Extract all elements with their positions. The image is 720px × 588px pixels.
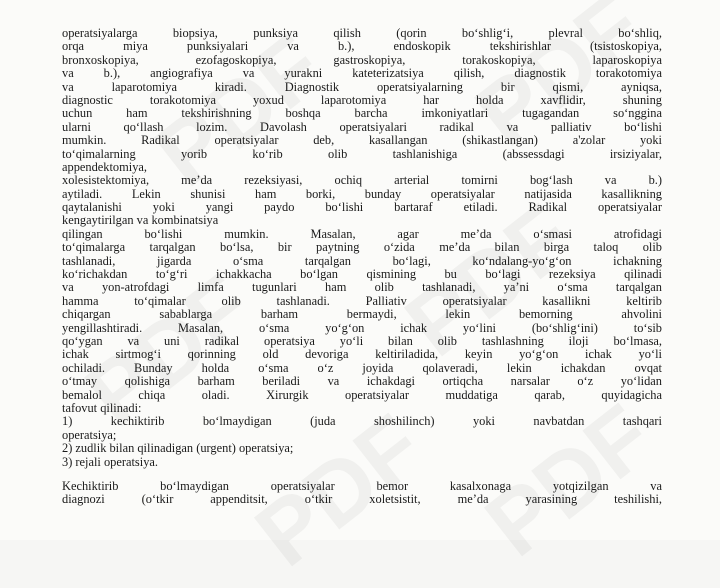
- text-line: tafovut qilinadi:: [62, 401, 142, 415]
- text-line: ochiladi. Bunday holda o‘sma o‘z joyida qolaveradi, lekin ichakdan ovqat: [62, 361, 662, 375]
- text-line: xolesistektomiya, me’da rezeksiyasi, ochiq arterial tomirni bog‘lash va b.): [62, 174, 662, 188]
- text-line: uchun ham tekshirishning boshqa barcha imkoniyatlari tugagandan so‘nggina: [62, 107, 662, 121]
- text-line: Kechiktirib bo‘lmaydigan operatsiyalar bemor kasalxonaga yotqizilgan va: [62, 479, 662, 493]
- text-line: hamma to‘qimalar olib tashlanadi. Palliativ operatsiyalar kasallikni keltirib: [62, 294, 662, 308]
- text-line: bronxoskopiya, ezofagoskopiya, gastroskopiya, torakoskopiya, laparoskopiya: [62, 53, 662, 67]
- text-line: o‘tmay qolishiga barham beriladi va ichakdagi ortiqcha narsalar o‘z yo‘lidan: [62, 375, 662, 389]
- text-line: orqa miya punksiyalari va b.), endoskopik tekshirishlar (tsistoskopiya,: [62, 40, 662, 54]
- text-line: yengillashtiradi. Masalan, o‘sma yo‘g‘on ichak yo‘lini (bo‘shlig‘ini) to‘sib: [62, 321, 662, 335]
- text-line: qaytalanishi yoki yangi paydo bo‘lishi bartaraf etiladi. Radikal operatsiyalar: [62, 201, 662, 215]
- text-line: qo‘ygan va uni radikal operatsiya yo‘li bilan olib tashlashning iloji bo‘lmasa,: [62, 335, 662, 349]
- paragraph-1: [62, 27, 662, 469]
- text-line: ularni qo‘llash lozim. Davolash operatsiyalari radikal va palliativ bo‘lishi: [62, 120, 662, 134]
- text-line: 2) zudlik bilan qilinadigan (urgent) operatsiya;: [62, 442, 294, 456]
- text-line: operatsiyalarga biopsiya, punksiya qilish (qorin bo‘shlig‘i, plevral bo‘shliq,: [62, 27, 662, 40]
- text-line: chiqargan sabablarga barham bermaydi, lekin bemorning ahvolini: [62, 308, 662, 322]
- text-line: va b.), angiografiya va yurakni kateterizatsiya qilish, diagnostik torakotomiya: [62, 67, 662, 81]
- text-line: ko‘richakdan to‘g‘ri ichakkacha bo‘lgan qismining bu bo‘lagi rezeksiya qilinadi: [62, 268, 662, 282]
- text-line: bemalol chiqa oladi. Xirurgik operatsiyalar muddatiga qarab, quyidagicha: [62, 388, 662, 402]
- text-line: 3) rejali operatsiya.: [62, 455, 158, 469]
- text-line: tashlanadi, jigarda o‘sma tarqalgan bo‘lagi, ko‘ndalang-yo‘g‘on ichakning: [62, 254, 662, 268]
- paragraph-2: [62, 480, 662, 507]
- text-line: mumkin. Radikal operatsiyalar deb, kasallangan (shikastlangan) a'zolar yoki: [62, 134, 662, 148]
- text-line: operatsiya;: [62, 428, 117, 442]
- text-line: diagnostic torakotomiya yoxud laparotomiya har holda xavflidir, shuning: [62, 93, 662, 107]
- text-line: 1) kechiktirib bo‘lmaydigan (juda shoshilinch) yoki navbatdan tashqari: [62, 415, 662, 429]
- text-line: qilingan bo‘lishi mumkin. Masalan, agar me’da o‘smasi atrofidagi: [62, 227, 662, 241]
- text-line: to‘qimalarning yorib ko‘rib olib tashlanishiga (abssessdagi irsiziyalar,: [62, 147, 662, 161]
- text-line: aytiladi. Lekin shunisi ham borki, bunday operatsiyalar natijasida kasallikning: [62, 187, 662, 201]
- text-line: va yon-atrofdagi limfa tugunlari ham olib tashlanadi, ya’ni o‘sma tarqalgan: [62, 281, 662, 295]
- text-line: to‘qimalarga tarqalgan bo‘lsa, bir paytning o‘zida me’da bilan birga taloq olib: [62, 241, 662, 255]
- text-line: ichak sirtmog‘i qorinning old devoriga keltiriladida, keyin yo‘g‘on ichak yo‘li: [62, 348, 662, 362]
- text-line: diagnozi (o‘tkir appenditsit, o‘tkir xoletsistit, me’da yarasining teshilishi,: [62, 493, 662, 507]
- text-line: kengaytirilgan va kombinatsiya: [62, 214, 219, 228]
- text-line: va laparotomiya kiradi. Diagnostik operatsiyalarning bir qismi, ayniqsa,: [62, 80, 662, 94]
- text-line: appendektomiya,: [62, 160, 147, 174]
- body-text: [62, 27, 662, 507]
